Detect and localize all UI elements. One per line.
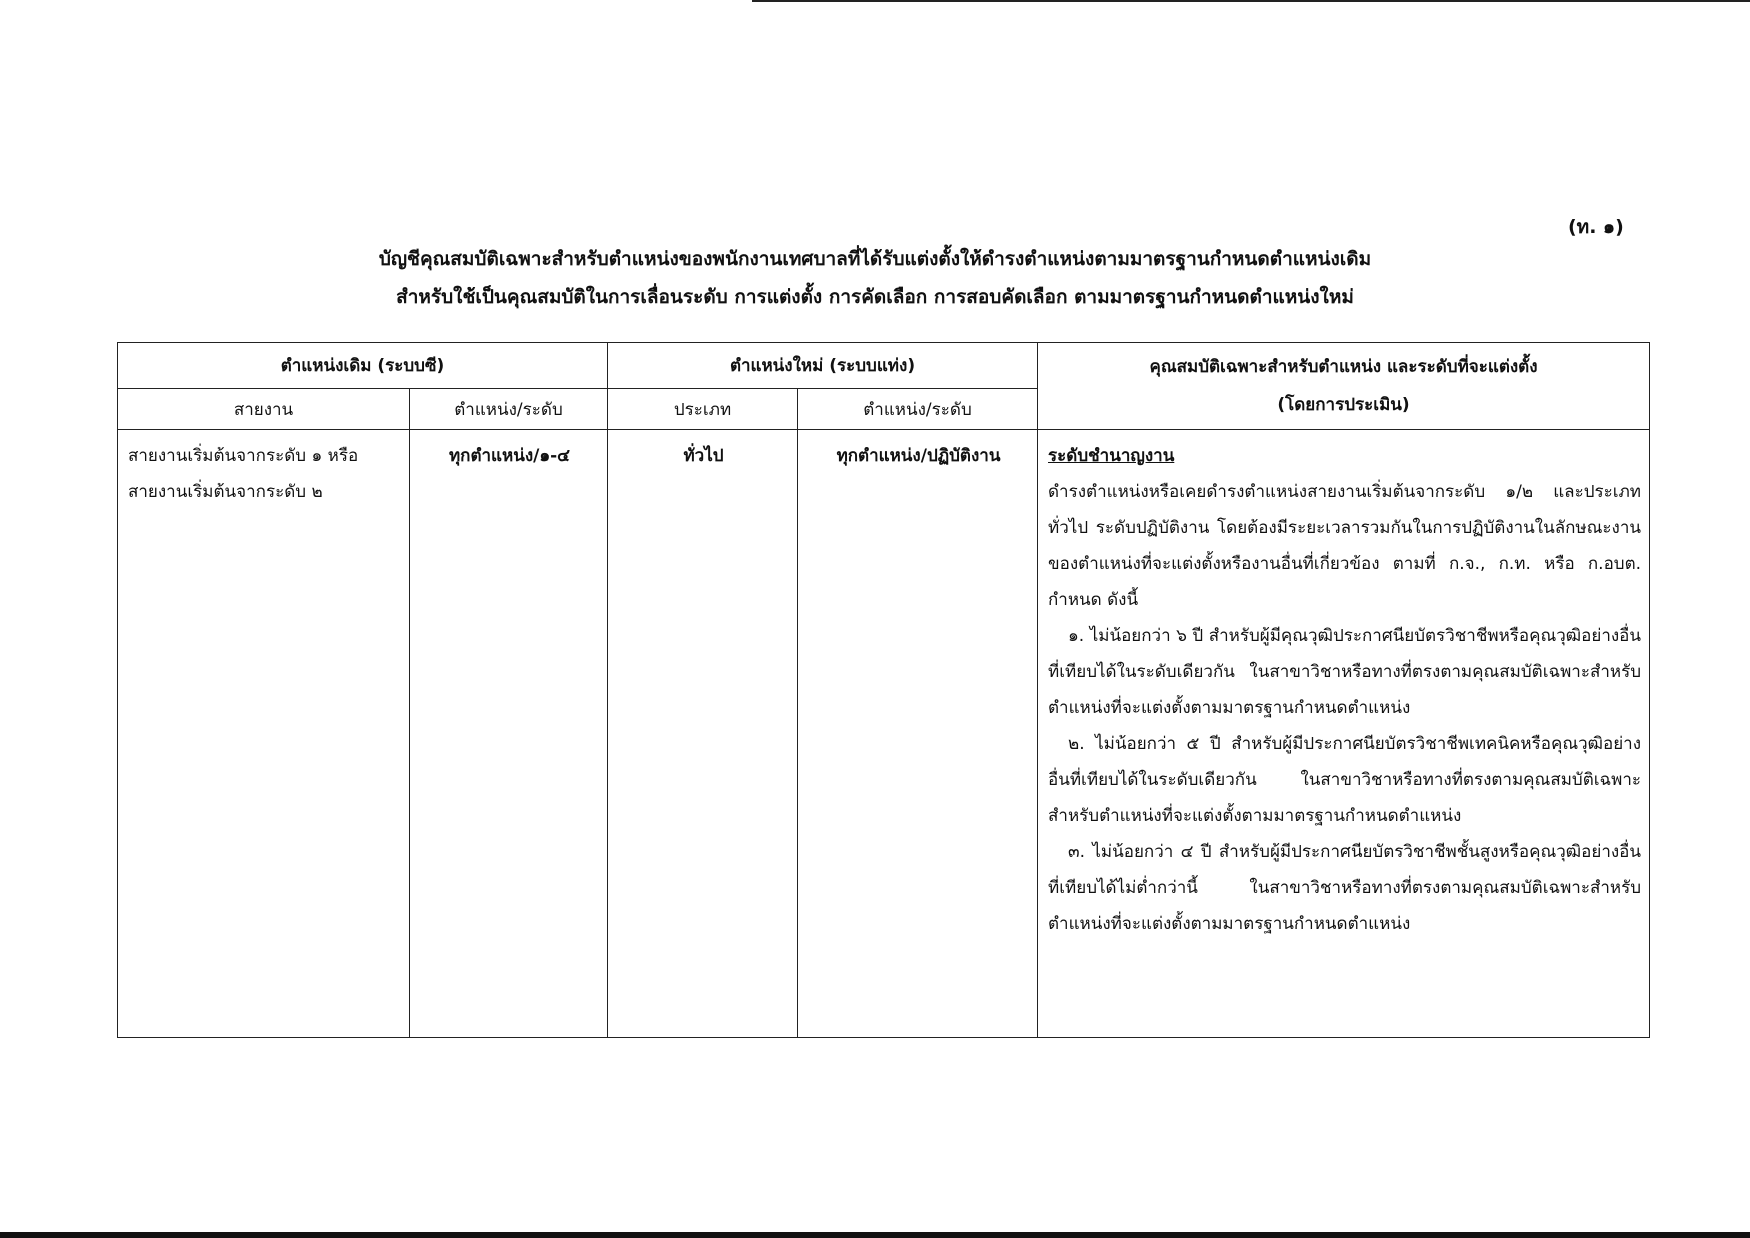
header-old-level: ตำแหน่ง/ระดับ bbox=[410, 389, 608, 430]
qualification-heading: ระดับชำนาญงาน bbox=[1048, 446, 1175, 466]
cell-line bbox=[118, 430, 410, 1038]
qualification-intro: ดำรงตำแหน่งหรือเคยดำรงตำแหน่งสายงานเริ่มต้นจากระดับ ๑/๒ และประเภททั่วไป ระดับปฏิบัติงาน โดยต้องมีระยะเวลารวมกันในการปฏิบัติงานในลักษณะงานของตำแหน่งที่จะแต่งตั้งหรืองานอื่นที่เกี่ยวข้อง ตามที่ ก.จ., ก.ท. หรือ ก.อบต. กำหนด ดังนี้ bbox=[1048, 482, 1642, 610]
header-line: สายงาน bbox=[118, 389, 410, 430]
document-title-line2: สำหรับใช้เป็นคุณสมบัติในการเลื่อนระดับ การแต่งตั้ง การคัดเลือก การสอบคัดเลือก ตามมาตรฐานกำหนดตำแหน่งใหม่ bbox=[396, 286, 1354, 308]
header-qualifications-line1: คุณสมบัติเฉพาะสำหรับตำแหน่ง และระดับที่จะแต่งตั้ง bbox=[1149, 357, 1538, 377]
cell-qualifications bbox=[1038, 430, 1650, 1038]
qualification-table bbox=[117, 342, 1650, 1038]
qualification-item-2: ๒. ไม่น้อยกว่า ๕ ปี สำหรับผู้มีประกาศนียบัตรวิชาชีพเทคนิคหรือคุณวุฒิอย่างอื่นที่เทียบได้ในระดับเดียวกัน ในสาขาวิชาหรือทางที่ตรงตามคุณสมบัติเฉพาะสำหรับตำแหน่งที่จะแต่งตั้งตามมาตรฐานกำหนดตำแหน่ง bbox=[1048, 734, 1642, 826]
cell-new-level: ทุกตำแหน่ง/ปฏิบัติงาน bbox=[798, 430, 1038, 1038]
cell-old-level: ทุกตำแหน่ง/๑-๔ bbox=[410, 430, 608, 1038]
line-text-2: สายงานเริ่มต้นจากระดับ ๒ bbox=[128, 482, 323, 502]
header-qualifications bbox=[1038, 343, 1650, 430]
qualification-item-3: ๓. ไม่น้อยกว่า ๔ ปี สำหรับผู้มีประกาศนียบัตรวิชาชีพชั้นสูงหรือคุณวุฒิอย่างอื่นที่เทียบได้ไม่ต่ำกว่านี้ ในสาขาวิชาหรือทางที่ตรงตามคุณสมบัติเฉพาะสำหรับตำแหน่งที่จะแต่งตั้งตามมาตรฐานกำหนดตำแหน่ง bbox=[1048, 842, 1642, 934]
header-qualifications-line2: (โดยการประเมิน) bbox=[1277, 395, 1410, 415]
line-text-1: สายงานเริ่มต้นจากระดับ ๑ หรือ bbox=[128, 446, 359, 466]
qualification-item-1: ๑. ไม่น้อยกว่า ๖ ปี สำหรับผู้มีคุณวุฒิประกาศนียบัตรวิชาชีพหรือคุณวุฒิอย่างอื่นที่เทียบได้ในระดับเดียวกัน ในสาขาวิชาหรือทางที่ตรงตามคุณสมบัติเฉพาะสำหรับตำแหน่งที่จะแต่งตั้งตามมาตรฐานกำหนดตำแหน่ง bbox=[1048, 626, 1642, 718]
document-title-line1: บัญชีคุณสมบัติเฉพาะสำหรับตำแหน่งของพนักงานเทศบาลที่ได้รับแต่งตั้งให้ดำรงตำแหน่งตามมาตรฐานกำหนดตำแหน่งเดิม bbox=[378, 248, 1372, 270]
cell-type: ทั่วไป bbox=[608, 430, 798, 1038]
scan-edge-bottom bbox=[0, 1232, 1750, 1238]
header-old-position: ตำแหน่งเดิม (ระบบซี) bbox=[118, 343, 608, 389]
header-new-level: ตำแหน่ง/ระดับ bbox=[798, 389, 1038, 430]
table-row bbox=[118, 430, 1650, 1038]
document-code: (ท. ๑) bbox=[1568, 216, 1624, 238]
header-type: ประเภท bbox=[608, 389, 798, 430]
header-new-position: ตำแหน่งใหม่ (ระบบแท่ง) bbox=[608, 343, 1038, 389]
scan-edge-top bbox=[752, 0, 1750, 2]
